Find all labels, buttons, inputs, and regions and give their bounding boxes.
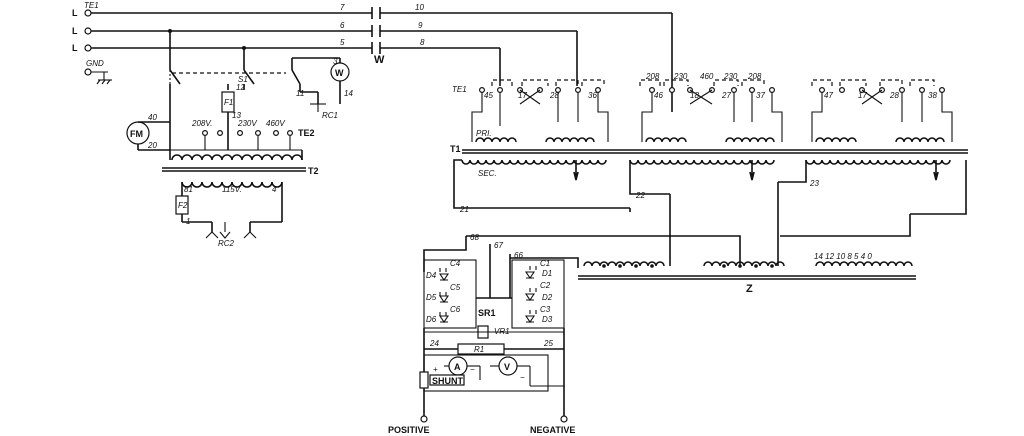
tap-right-47: 47	[824, 91, 833, 100]
tap-left-17: 17	[518, 91, 527, 100]
t2-label: T2	[308, 166, 319, 176]
te2-tap-208: 208V.	[192, 119, 213, 128]
pri-label: PRI.	[476, 129, 492, 138]
wire-68-label: 68	[470, 233, 479, 242]
tap-mid-46: 46	[654, 91, 663, 100]
tap-mid-208b: 208	[748, 72, 762, 81]
negative-label: NEGATIVE	[530, 425, 576, 435]
t2-secondary-label: 115V.	[222, 185, 242, 194]
output-circuit	[388, 328, 575, 435]
diode-d1: D1	[542, 269, 553, 278]
cap-c6: C6	[450, 305, 461, 314]
t1-label: T1	[450, 144, 461, 154]
positive-label: POSITIVE	[388, 425, 430, 435]
wattmeter-label: W	[335, 68, 344, 78]
tap-right-17: 17	[858, 91, 867, 100]
svg-text:3: 3	[333, 57, 338, 66]
shunt-resistor	[420, 372, 428, 388]
wire-9-label: 9	[418, 21, 423, 30]
wire-1-label: 1	[186, 217, 191, 226]
main-transformer-t1	[450, 72, 968, 214]
rc2-receptacle	[206, 222, 256, 248]
shunt-label: SHUNT	[432, 376, 463, 386]
diode-d5: D5	[426, 293, 437, 302]
shunt-minus: −	[470, 365, 475, 374]
tap-left-45: 45	[484, 91, 493, 100]
wire-66-label: 66	[514, 251, 523, 260]
wire-12-label: 12	[236, 83, 245, 92]
rectifier-sr1	[424, 233, 578, 338]
wire-24-label: 24	[430, 339, 439, 348]
diode-d3: D3	[542, 315, 553, 324]
tap-mid-230a: 230	[674, 72, 688, 81]
cap-c5: C5	[450, 283, 461, 292]
fan-motor-label: FM	[130, 129, 143, 139]
fuse-f2-label: F2	[178, 201, 188, 210]
wire-7-label: 7	[340, 3, 345, 12]
wire-23-label: 23	[810, 179, 819, 188]
line2-label: L	[72, 26, 78, 36]
tap-left-36: 36	[588, 91, 597, 100]
te2-tap-230: 230V	[238, 119, 257, 128]
diode-d4: D4	[426, 271, 437, 280]
tap-left-28: 28	[550, 91, 559, 100]
voltmeter-minus: −	[520, 373, 525, 382]
te2-tap-460: 460V	[266, 119, 285, 128]
tap-mid-230b: 230	[724, 72, 738, 81]
t2-tap4-label: 4	[272, 185, 277, 194]
tap-mid-27: 27	[722, 91, 731, 100]
wire-11-label: 11	[296, 89, 305, 98]
wire-40-label: 40	[148, 113, 157, 122]
te1-top-label: TE1	[84, 1, 99, 10]
shunt-plus: +	[433, 365, 438, 374]
te1-label: TE1	[452, 85, 467, 94]
switch-s1-label: S1	[238, 75, 248, 84]
control-circuit	[127, 29, 353, 248]
wire-21-label: 21	[460, 205, 469, 214]
wire-6-label: 6	[340, 21, 345, 30]
wire-5-label: 5	[340, 38, 345, 47]
wire-81-label: 81	[184, 185, 193, 194]
diode-d2: D2	[542, 293, 553, 302]
line3-terminal	[85, 45, 91, 51]
te2-label: TE2	[298, 128, 315, 138]
incoming-lines	[72, 1, 372, 84]
reactor-label: Z	[746, 283, 753, 295]
reactor-taps: 14 12 10 8 5 4 0	[814, 252, 872, 261]
line2-terminal	[85, 28, 91, 34]
sec-label: SEC.	[478, 169, 497, 178]
fuse-f1-label: F1	[224, 98, 234, 107]
resistor-label: R1	[474, 345, 485, 354]
wire-20-label: 20	[148, 141, 157, 150]
rc2-label: RC2	[218, 239, 235, 248]
tap-right-38: 38	[928, 91, 937, 100]
rectifier-label: SR1	[478, 308, 496, 318]
line3-label: L	[72, 43, 78, 53]
wire-22-label: 22	[636, 191, 645, 200]
line1-label: L	[72, 8, 78, 18]
voltmeter-label: V	[504, 362, 511, 372]
cap-c4: C4	[450, 259, 461, 268]
diode-d6: D6	[426, 315, 437, 324]
negative-terminal	[561, 416, 567, 422]
contactor-label: W	[374, 54, 385, 66]
transformer-t2	[162, 150, 319, 194]
wire-10-label: 10	[415, 3, 424, 12]
cap-c1: C1	[540, 259, 551, 268]
ammeter-label: A	[454, 362, 461, 372]
wire-14-label: 14	[344, 89, 353, 98]
te2-terminals	[203, 131, 293, 136]
wire-8-label: 8	[420, 38, 425, 47]
gnd-label: GND	[86, 59, 104, 68]
positive-terminal	[421, 416, 427, 422]
tap-mid-18: 18	[690, 91, 699, 100]
line1-terminal	[85, 10, 91, 16]
wire-67-label: 67	[494, 241, 503, 250]
wire-25-label: 25	[544, 339, 553, 348]
rc1-label: RC1	[322, 111, 339, 120]
tap-mid-37: 37	[756, 91, 765, 100]
tap-right-28: 28	[890, 91, 899, 100]
wire-13-label: 13	[232, 111, 241, 120]
gnd-terminal	[85, 69, 91, 75]
varistor-label: VR1	[494, 327, 510, 336]
tap-mid-208a: 208	[646, 72, 660, 81]
cap-c3: C3	[540, 305, 551, 314]
tap-mid-460: 460	[700, 72, 714, 81]
cap-c2: C2	[540, 281, 551, 290]
